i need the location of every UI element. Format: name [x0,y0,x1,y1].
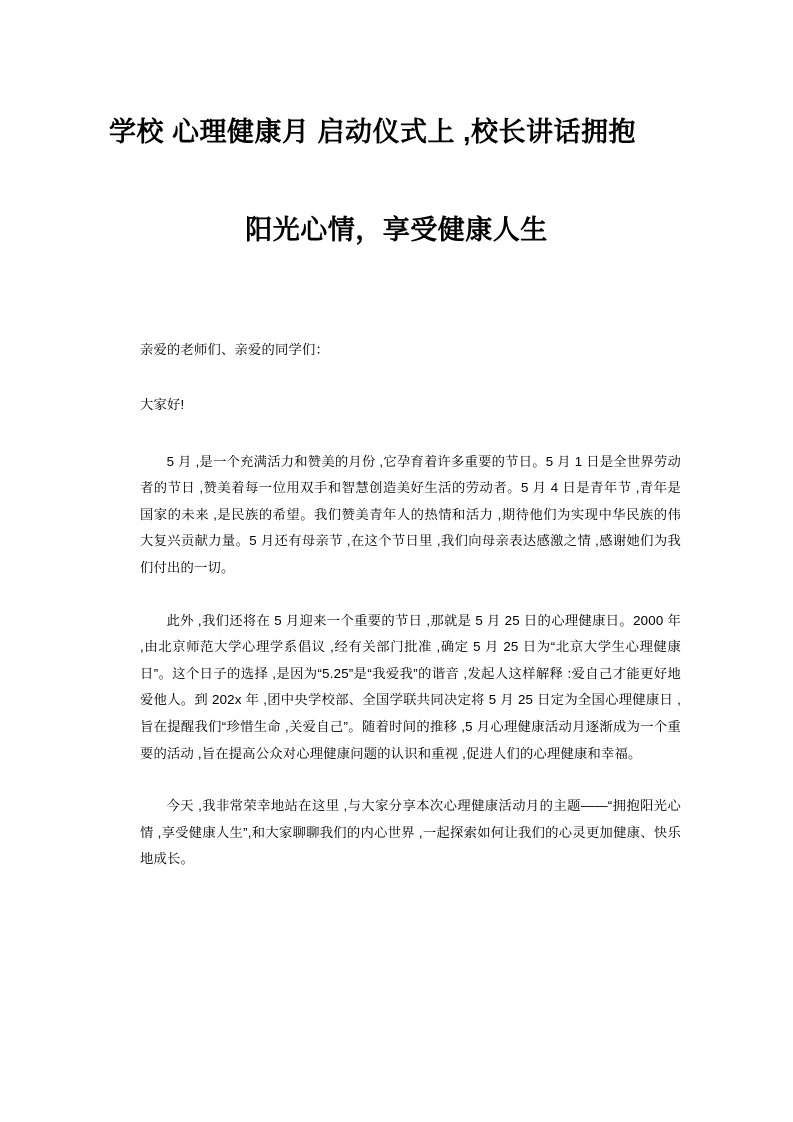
paragraph-hello: 大家好! [140,396,185,412]
page-title-line-1: 学校 心理健康月 启动仪式上 ,校长讲话拥抱 [109,117,637,147]
page-title [0,0,793,245]
paragraph-body-1: 5 月 ,是一个充满活力和赞美的月份 ,它孕育着许多重要的节日。5 月 1 日是全世界劳动者的节日 ,赞美着每一位用双手和智慧创造美好生活的劳动者。5 月 4 日是青年节 ,青年是国家的未来 ,是民族的希望。我们赞美青年人的热情和活力 ,期待他们为实现中华民族的伟大复兴贡献力量。5 月还有母亲节 ,在这个节日里 ,我们向母亲表达感激之情 ,感谢她们为我们付出的一切。 [140,453,681,575]
paragraph-body-3: 今天 ,我非常荣幸地站在这里 ,与大家分享本次心理健康活动月的主题——“拥抱阳光心情 ,享受健康人生”,和大家聊聊我们的内心世界 ,一起探索如何让我们的心灵更加健康、快乐地成长。 [140,798,681,867]
document-body [0,337,793,873]
paragraph-body-2: 此外 ,我们还将在 5 月迎来一个重要的节日 ,那就是 5 月 25 日的心理健康日。2000 年 ,由北京师范大学心理学系倡议 ,经有关部门批准 ,确定 5 月 25 日为“北京大学生心理健康日”。这个日子的选择 ,是因为“5.25”是“我爱我”的谐音 ,发起人这样解释 :爱自己才能更好地爱他人。到 202x 年 ,团中央学校部、全国学联共同决定将 5 月 25 日定为全国心理健康日 ,旨在提醒我们“珍惜生命 ,关爱自己”。随着时间的推移 ,5 月心理健康活动月逐渐成为一个重要的活动 ,旨在提高公众对心理健康问题的认识和重视 ,促进人们的心理健康和幸福。 [140,612,681,761]
paragraph-greeting: 亲爱的老师们、亲爱的同学们： [140,342,329,358]
page-title-line-2: 阳光心情，享受健康人生 [245,214,548,245]
